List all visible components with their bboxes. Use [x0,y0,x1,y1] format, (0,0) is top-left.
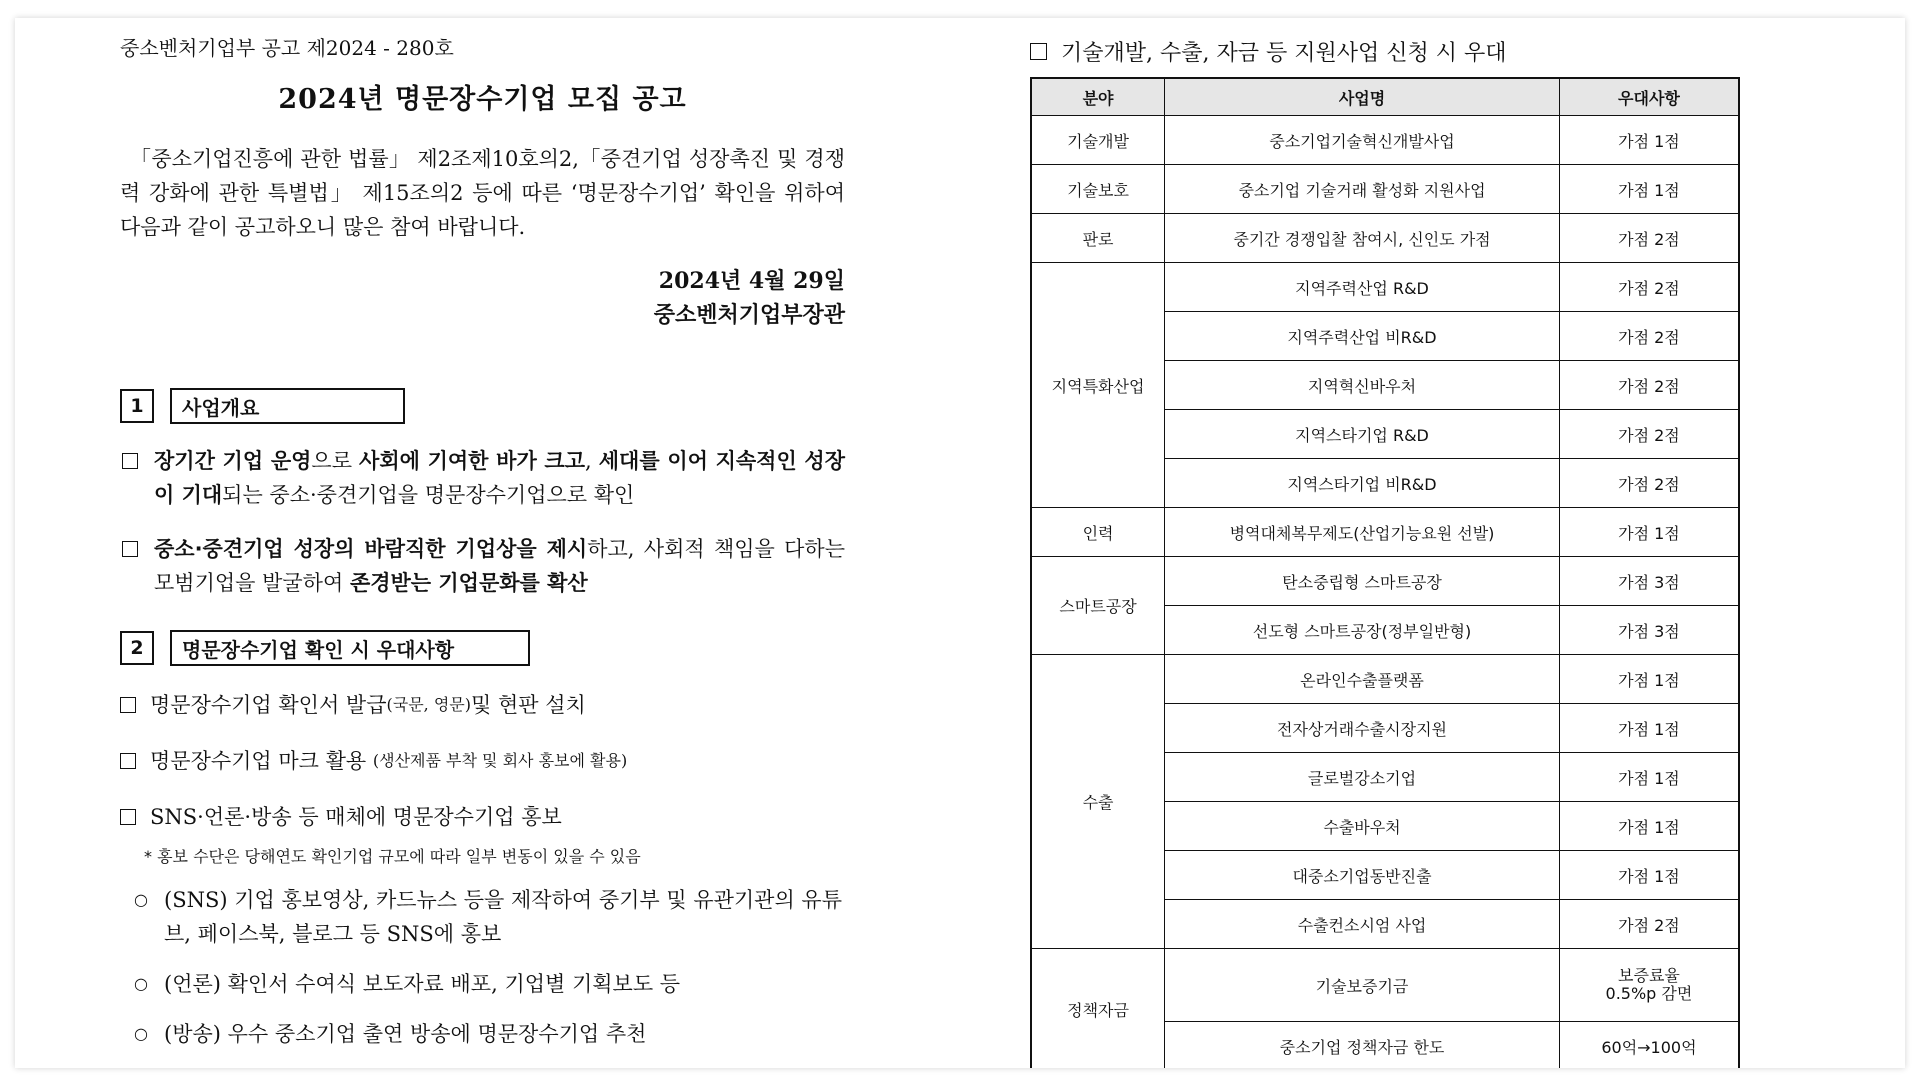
field-cell: 판로 [1031,214,1165,263]
benefit-cell: 가점 2점 [1559,214,1739,263]
section-2-title: 명문장수기업 확인 시 우대사항 [170,630,530,666]
benefit-cell: 가점 2점 [1559,312,1739,361]
program-cell: 수출바우처 [1165,802,1560,851]
emphasis-text: 존경받는 기업문화를 확산 [349,571,588,595]
benefit-cell: 가점 2점 [1559,263,1739,312]
field-cell: 정책자금 [1031,949,1165,1069]
intro-paragraph: 「중소기업진흥에 관한 법률」 제2조제10호의2,「중견기업 성장촉진 및 경쟁력 강화에 관한 특별법」 제15조의2 등에 따른 ‘명문장수기업’ 확인을 위하여 다음과 같이 공고하오니 많은 참여 바랍니다. [120,147,845,239]
program-cell: 지역스타기업 R&D [1165,410,1560,459]
benefit-cell: 가점 1점 [1559,704,1739,753]
benefit-cell: 가점 1점 [1559,655,1739,704]
body-text: 으로 [311,449,360,473]
program-cell: 선도형 스마트공장(정부일반형) [1165,606,1560,655]
program-cell: 전자상거래수출시장지원 [1165,704,1560,753]
promotion-item-sns [120,883,845,951]
body-text: 되는 중소·중견기업을 명문장수기업으로 확인 [222,483,635,507]
promotion-text: (언론) 확인서 수여식 보도자료 배포, 기업별 기획보도 등 [164,972,681,996]
circle-bullet-icon: ○ [134,890,148,909]
table-row [1031,116,1739,165]
emphasis-text: 중소·중견기업 성장의 바람직한 기업상을 제시 [154,537,588,561]
benefit-text: 명문장수기업 확인서 발급 [150,693,387,717]
document-title: 2024년 명문장수기업 모집 공고 [278,84,687,115]
benefit-cell: 60억→100억 [1559,1022,1739,1069]
checkbox-icon [120,753,136,769]
program-cell: 중소기업 정책자금 한도 [1165,1022,1560,1069]
signature-block [120,264,845,332]
emphasis-text: 사회에 기여한 바가 크고 [359,449,586,473]
program-cell: 대중소기업동반진출 [1165,851,1560,900]
benefit-bullet-3 [120,800,845,834]
benefit-cell: 가점 3점 [1559,606,1739,655]
program-cell: 중소기업기술혁신개발사업 [1165,116,1560,165]
program-cell: 지역혁신바우처 [1165,361,1560,410]
body-text: 하고, 사회적 책임을 다하는 모범기업을 발굴하여 [154,537,845,595]
benefit-cell: 가점 2점 [1559,410,1739,459]
benefit-text: SNS·언론·방송 등 매체에 명문장수기업 홍보 [150,805,562,829]
benefit-cell: 가점 1점 [1559,753,1739,802]
header-program: 사업명 [1165,78,1560,116]
benefit-cell: 가점 1점 [1559,508,1739,557]
body-text: , [585,449,599,473]
program-cell: 수출컨소시엄 사업 [1165,900,1560,949]
document-page [15,18,1905,1068]
overview-bullet-1 [120,444,845,512]
section-2-number: 2 [120,631,154,665]
promotion-text: (방송) 우수 중소기업 출연 방송에 명문장수기업 추천 [164,1022,647,1046]
emphasis-text: 세대를 이어 지속적인 성장이 기대 [154,449,846,507]
benefit-cell: 가점 1점 [1559,165,1739,214]
benefit-text: 및 현판 설치 [470,693,586,717]
field-cell: 기술개발 [1031,116,1165,165]
checkbox-icon [122,541,138,557]
table-row [1031,214,1739,263]
checkbox-icon [120,809,136,825]
benefit-bullet-2 [120,744,845,778]
program-cell: 중소기업 기술거래 활성화 지원사업 [1165,165,1560,214]
support-heading [1030,36,1760,67]
promotion-text: (SNS) 기업 홍보영상, 카드뉴스 등을 제작하여 중기부 및 유관기관의 유튜브, 페이스북, 블로그 등 SNS에 홍보 [164,888,843,946]
program-cell: 중기간 경쟁입찰 참여시, 신인도 가점 [1165,214,1560,263]
program-cell: 지역주력산업 R&D [1165,263,1560,312]
header-field: 분야 [1031,78,1165,116]
benefit-cell: 가점 1점 [1559,802,1739,851]
emphasis-text: 장기간 기업 운영 [154,449,312,473]
checkbox-icon [122,453,138,469]
program-cell: 글로벌강소기업 [1165,753,1560,802]
program-cell: 지역스타기업 비R&D [1165,459,1560,508]
announcement-number: 중소벤처기업부 공고 제2024 - 280호 [120,36,454,60]
benefit-cell: 가점 2점 [1559,459,1739,508]
section-1-title: 사업개요 [170,388,405,424]
promotion-item-broadcast [120,1017,845,1051]
promotion-item-press [120,967,845,1001]
preference-table [1030,77,1740,1068]
program-cell: 지역주력산업 비R&D [1165,312,1560,361]
benefit-cell: 가점 3점 [1559,557,1739,606]
program-cell: 병역대체복무제도(산업기능요원 선발) [1165,508,1560,557]
benefit-bullet-1 [120,688,845,722]
table-row [1031,655,1739,704]
program-cell: 탄소중립형 스마트공장 [1165,557,1560,606]
overview-bullet-2 [120,532,845,600]
benefit-small-text: (국문, 영문) [386,695,471,714]
issuer-name: 중소벤처기업부장관 [653,302,845,328]
field-cell: 수출 [1031,655,1165,949]
benefit-cell: 보증료율 0.5%p 감면 [1559,949,1739,1022]
table-row [1031,557,1739,606]
section-2-header [120,630,845,666]
benefit-cell: 가점 2점 [1559,361,1739,410]
field-cell: 인력 [1031,508,1165,557]
circle-bullet-icon: ○ [134,1024,148,1043]
section-1-header [120,388,845,424]
circle-bullet-icon: ○ [134,974,148,993]
checkbox-icon [120,697,136,713]
table-row [1031,949,1739,1022]
field-cell: 스마트공장 [1031,557,1165,655]
benefit-cell: 가점 2점 [1559,900,1739,949]
benefit-small-text: (생산제품 부착 및 회사 홍보에 활용) [372,751,628,770]
checkbox-icon [1030,43,1047,60]
table-row [1031,165,1739,214]
field-cell: 기술보호 [1031,165,1165,214]
promotion-note: * 홍보 수단은 당해연도 확인기업 규모에 따라 일부 변동이 있을 수 있음 [144,847,641,866]
announcement-date: 2024년 4월 29일 [658,268,845,294]
program-cell: 온라인수출플랫폼 [1165,655,1560,704]
benefit-cell: 가점 1점 [1559,851,1739,900]
section-1-number: 1 [120,389,154,423]
benefit-text: 명문장수기업 마크 활용 [150,749,367,773]
support-heading-text: 기술개발, 수출, 자금 등 지원사업 신청 시 우대 [1061,41,1507,66]
field-cell: 지역특화산업 [1031,263,1165,508]
program-cell: 기술보증기금 [1165,949,1560,1022]
table-row [1031,508,1739,557]
header-benefit: 우대사항 [1559,78,1739,116]
benefit-cell: 가점 1점 [1559,116,1739,165]
right-column [1030,36,1760,1068]
table-header-row [1031,78,1739,116]
left-column [120,32,845,1051]
table-row [1031,263,1739,312]
